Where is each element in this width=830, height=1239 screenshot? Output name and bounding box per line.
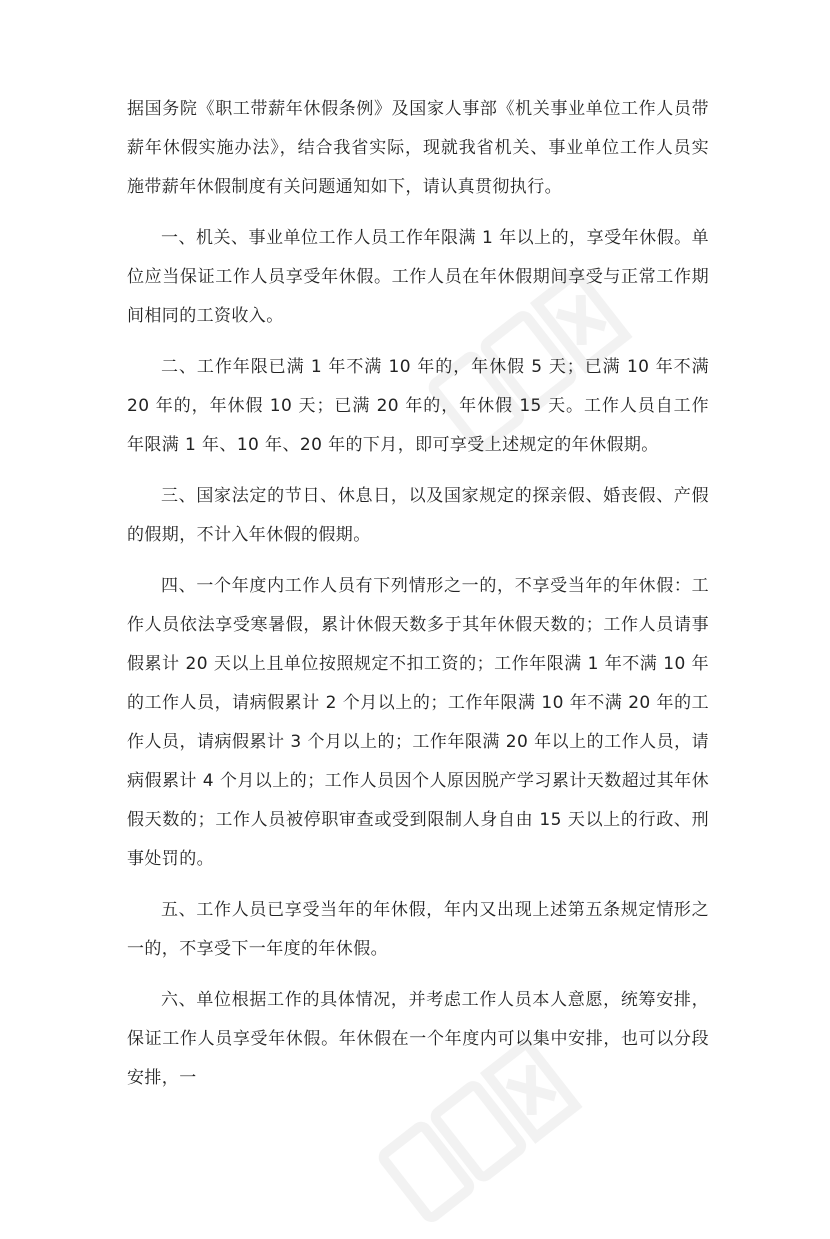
clause-3-paragraph: 三、国家法定的节日、休息日，以及国家规定的探亲假、婚丧假、产假的假期，不计入年休假的假期。	[127, 486, 709, 545]
clause-6-paragraph: 六、单位根据工作的具体情况，并考虑工作人员本人意愿，统筹安排，保证工作人员享受年休假。年休假在一个年度内可以集中安排，也可以分段安排，一	[127, 990, 709, 1088]
clause-5-paragraph: 五、工作人员已享受当年的年休假，年内又出现上述第五条规定情形之一的，不享受下一年度的年休假。	[127, 900, 709, 959]
intro-paragraph: 据国务院《职工带薪年休假条例》及国家人事部《机关事业单位工作人员带薪年休假实施办法》，结合我省实际，现就我省机关、事业单位工作人员实施带薪年休假制度有关问题通知如下，请认真贯彻执行。	[127, 99, 709, 197]
clause-1-paragraph: 一、机关、事业单位工作人员工作年限满 1 年以上的，享受年休假。单位应当保证工作人员享受年休假。工作人员在年休假期间享受与正常工作期间相同的工资收入。	[127, 228, 709, 326]
clause-2-paragraph: 二、工作年限已满 1 年不满 10 年的，年休假 5 天；已满 10 年不满 20 年的，年休假 10 天；已满 20 年的，年休假 15 天。工作人员自工作年限满 1 年、10 年、20 年的下月，即可享受上述规定的年休假期。	[127, 357, 709, 455]
clause-4-paragraph: 四、一个年度内工作人员有下列情形之一的，不享受当年的年休假：工作人员依法享受寒暑假，累计休假天数多于其年休假天数的；工作人员请事假累计 20 天以上且单位按照规定不扣工资的；工作年限满 1 年不满 10 年的工作人员，请病假累计 2 个月以上的；工作年限满 10 年不满 20 年的工作人员，请病假累计 3 个月以上的；工作年限满 20 年以上的工作人员，请病假累计 4 个月以上的；工作人员因个人原因脱产学习累计天数超过其年休假天数的；工作人员被停职审查或受到限制人身自由 15 天以上的行政、刑事处罚的。	[127, 576, 709, 869]
document-body	[127, 90, 709, 1110]
